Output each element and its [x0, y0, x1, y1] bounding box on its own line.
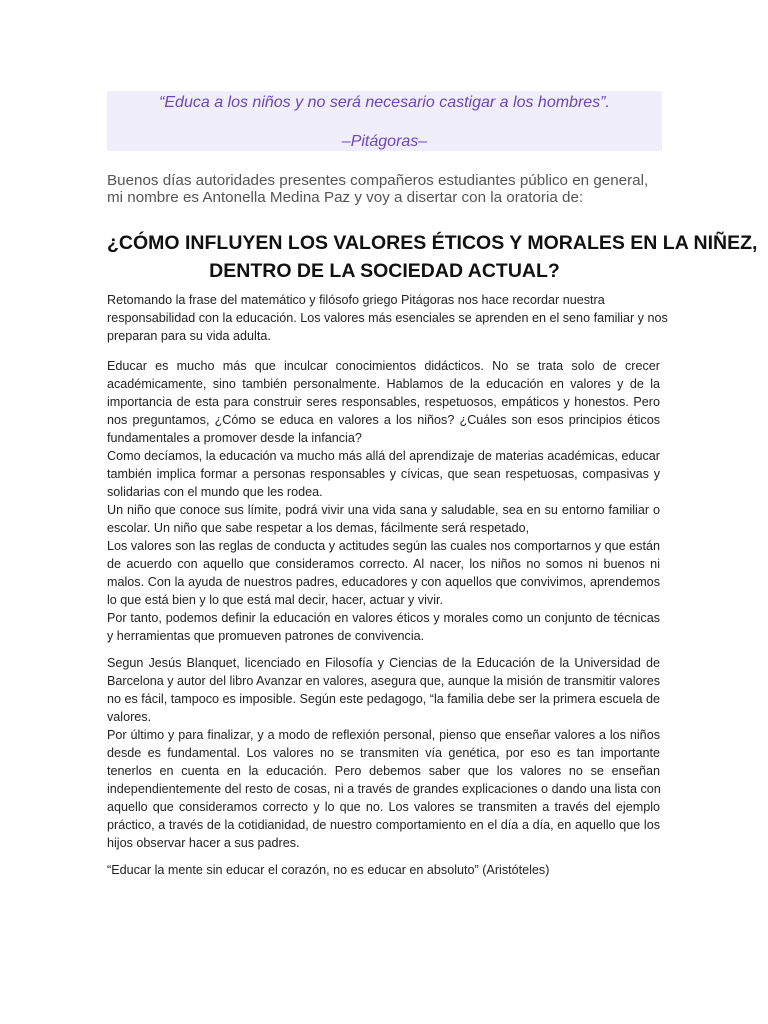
- intro-line: mi nombre es Antonella Medina Paz y voy a disertar con la oratoria de:: [107, 189, 584, 206]
- text-line: Retomando la frase del matemático y filósofo griego Pitágoras nos hace recordar nuestra: [107, 293, 605, 307]
- text-line: Educar es mucho más que inculcar conocimientos didácticos. No se trata solo de crecer: [107, 359, 660, 373]
- text-line: Segun Jesús Blanquet, licenciado en Filosofía y Ciencias de la Educación de la Universidad de: [107, 656, 660, 670]
- text-line: independientemente del resto de cosas, ni a través de grandes explicaciones o dando una lista con: [107, 782, 661, 796]
- text-line: académicamente, sino también personalmente. Hablamos de la educación en valores y de la: [107, 377, 660, 391]
- paragraph-education: [107, 357, 660, 645]
- intro-line: Buenos días autoridades presentes compañeros estudiantes público en general,: [107, 172, 649, 189]
- text-line: Barcelona y autor del libro Avanzar en valores, asegura que, aunque la misión de transmitir valores: [107, 674, 660, 688]
- text-line: también implica formar a personas responsables y cívicas, que sean respetuosas, compasivas y: [107, 467, 660, 481]
- speech-title: [107, 229, 758, 285]
- text-line: Como decíamos, la educación va mucho más allá del aprendizaje de materias académicas, educar: [107, 449, 660, 463]
- text-line: fundamentales a promover desde la infancia?: [107, 431, 362, 445]
- closing-quote: [107, 861, 660, 879]
- text-line: lo que está bien y lo que está mal decir, hacer, actuar y vivir.: [107, 593, 444, 607]
- text-line: aquello que consideramos correcto y lo que no. Los valores se transmiten a través del ejemplo: [107, 800, 660, 814]
- text-line: Por último y para finalizar, y a modo de reflexión personal, pienso que enseñar valores a los niños: [107, 728, 660, 742]
- intro-greeting: [107, 172, 667, 206]
- text-line: práctico, a través de la cotidianidad, de nuestro comportamiento en el día a día, en aquello que los: [107, 818, 660, 832]
- text-line: valores.: [107, 710, 152, 724]
- text-line: importancia de esta para construir seres responsables, respetuosos, empáticos y honestos. Pero: [107, 395, 660, 409]
- paragraph-intro: [107, 291, 668, 345]
- text-line: Por tanto, podemos definir la educación en valores éticos y morales como un conjunto de técnicas: [107, 611, 660, 625]
- text-line: desde es fundamental. Los valores no se transmiten vía genética, por eso es tan importante: [107, 746, 660, 760]
- title-line: ¿CÓMO INFLUYEN LOS VALORES ÉTICOS Y MORALES EN LA NIÑEZ,: [107, 232, 758, 254]
- text-line: preparan para su vida adulta.: [107, 329, 271, 343]
- epigraph-author: –Pitágoras–: [341, 133, 428, 150]
- text-line: malos. Con la ayuda de nuestros padres, educadores y con aquellos que convivimos, aprendemos: [107, 575, 660, 589]
- text-line: Los valores son las reglas de conducta y actitudes según las cuales nos comportarnos y que están: [107, 539, 660, 553]
- text-line: escolar. Un niño que sabe respetar a los demas, fácilmente será respetado,: [107, 521, 530, 535]
- text-line: Un niño que conoce sus límite, podrá vivir una vida sana y saludable, sea en su entorno familiar o: [107, 503, 660, 517]
- text-line: de acuerdo con aquello que consideramos correcto. Al nacer, los niños no somos ni buenos ni: [107, 557, 660, 571]
- text-line: y herramientas que promueven patrones de convivencia.: [107, 629, 425, 643]
- text-line: no es fácil, tampoco es imposible. Según este pedagogo, “la familia debe ser la primera escuela de: [107, 692, 661, 706]
- quote-box: [107, 91, 662, 151]
- text-line: responsabilidad con la educación. Los valores más esenciales se aprenden en el seno familiar y nos: [107, 311, 668, 325]
- text-line: “Educar la mente sin educar el corazón, no es educar en absoluto” (Aristóteles): [107, 863, 550, 877]
- text-line: nos preguntamos, ¿Cómo se educa en valores a los niños? ¿Cuáles son esos principios éticos: [107, 413, 660, 427]
- epigraph-quote: “Educa a los niños y no será necesario castigar a los hombres”.: [159, 94, 610, 111]
- text-line: hijos observar hacer a sus padres.: [107, 836, 300, 850]
- title-line: DENTRO DE LA SOCIEDAD ACTUAL?: [209, 260, 560, 282]
- text-line: tenerlos en cuenta en la educación. Pero debemos saber que los valores no se enseñan: [107, 764, 660, 778]
- paragraph-blanquet: [107, 654, 660, 852]
- text-line: solidarias con el mundo que les rodea.: [107, 485, 323, 499]
